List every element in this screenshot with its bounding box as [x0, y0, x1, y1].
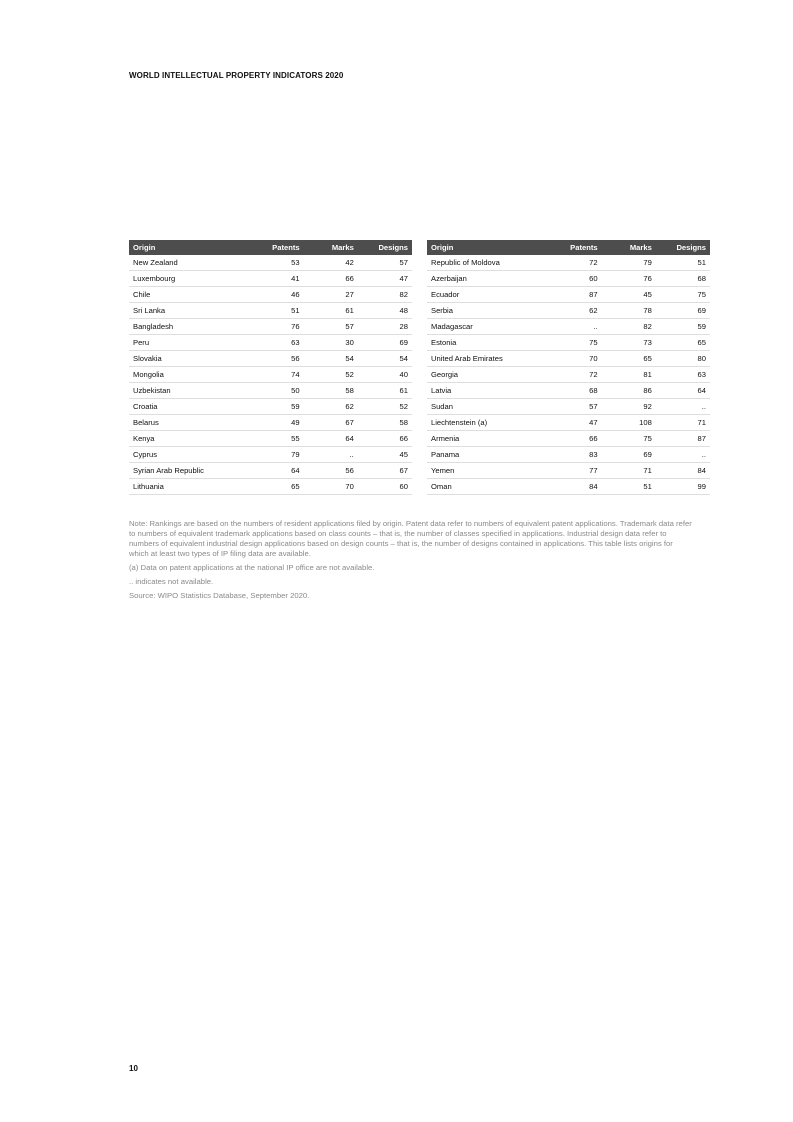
cell-origin: Slovakia	[129, 351, 249, 367]
cell-marks: 66	[304, 271, 358, 287]
cell-marks: 45	[602, 287, 656, 303]
cell-designs: 68	[656, 271, 710, 287]
cell-marks: 86	[602, 383, 656, 399]
note-source: Source: WIPO Statistics Database, September 2020.	[129, 591, 310, 600]
cell-origin: Georgia	[427, 367, 547, 383]
cell-marks: 75	[602, 431, 656, 447]
cell-origin: Lithuania	[129, 479, 249, 495]
cell-origin: Madagascar	[427, 319, 547, 335]
cell-origin: Sudan	[427, 399, 547, 415]
cell-designs: 57	[358, 255, 412, 271]
cell-marks: 78	[602, 303, 656, 319]
table-row	[129, 447, 412, 463]
cell-designs: ..	[656, 399, 710, 415]
cell-origin: Belarus	[129, 415, 249, 431]
cell-origin: Serbia	[427, 303, 547, 319]
table-row	[129, 303, 412, 319]
note-not-available: .. indicates not available.	[129, 577, 214, 586]
cell-patents: 75	[547, 335, 601, 351]
cell-marks: 73	[602, 335, 656, 351]
cell-origin: Liechtenstein (a)	[427, 415, 547, 431]
cell-marks: 67	[304, 415, 358, 431]
cell-origin: Oman	[427, 479, 547, 495]
table-row	[129, 271, 412, 287]
cell-origin: New Zealand	[129, 255, 249, 271]
table-row	[129, 415, 412, 431]
cell-designs: ..	[656, 447, 710, 463]
table-row	[427, 415, 710, 431]
cell-patents: 56	[249, 351, 303, 367]
cell-designs: 59	[656, 319, 710, 335]
cell-origin: Croatia	[129, 399, 249, 415]
cell-designs: 66	[358, 431, 412, 447]
table-row	[129, 287, 412, 303]
page-header-title: WORLD INTELLECTUAL PROPERTY INDICATORS 2020	[129, 71, 344, 80]
table-body-left	[129, 255, 412, 495]
table-row	[427, 399, 710, 415]
table-row	[427, 287, 710, 303]
cell-marks: ..	[304, 447, 358, 463]
cell-designs: 48	[358, 303, 412, 319]
cell-origin: Armenia	[427, 431, 547, 447]
page-number: 10	[129, 1064, 138, 1073]
cell-marks: 58	[304, 383, 358, 399]
column-header-marks: Marks	[304, 240, 358, 255]
cell-marks: 81	[602, 367, 656, 383]
cell-designs: 87	[656, 431, 710, 447]
table-row	[427, 255, 710, 271]
cell-marks: 92	[602, 399, 656, 415]
cell-designs: 54	[358, 351, 412, 367]
cell-designs: 61	[358, 383, 412, 399]
cell-origin: Azerbaijan	[427, 271, 547, 287]
cell-marks: 82	[602, 319, 656, 335]
cell-patents: 55	[249, 431, 303, 447]
cell-designs: 75	[656, 287, 710, 303]
cell-origin: Kenya	[129, 431, 249, 447]
cell-designs: 64	[656, 383, 710, 399]
cell-patents: 87	[547, 287, 601, 303]
cell-patents: 63	[249, 335, 303, 351]
cell-patents: 72	[547, 255, 601, 271]
cell-patents: ..	[547, 319, 601, 335]
cell-designs: 47	[358, 271, 412, 287]
cell-marks: 64	[304, 431, 358, 447]
cell-patents: 74	[249, 367, 303, 383]
note-footnote-a: (a) Data on patent applications at the national IP office are not available.	[129, 563, 375, 572]
cell-origin: Ecuador	[427, 287, 547, 303]
table-body-right	[427, 255, 710, 495]
table-row	[129, 351, 412, 367]
column-header-designs: Designs	[656, 240, 710, 255]
cell-patents: 59	[249, 399, 303, 415]
table-row	[129, 431, 412, 447]
cell-designs: 99	[656, 479, 710, 495]
table-row	[129, 319, 412, 335]
cell-origin: United Arab Emirates	[427, 351, 547, 367]
cell-patents: 60	[547, 271, 601, 287]
cell-marks: 70	[304, 479, 358, 495]
cell-designs: 65	[656, 335, 710, 351]
table-row	[129, 255, 412, 271]
table-row	[129, 367, 412, 383]
table-row	[427, 479, 710, 495]
cell-designs: 63	[656, 367, 710, 383]
cell-patents: 84	[547, 479, 601, 495]
cell-origin: Republic of Moldova	[427, 255, 547, 271]
cell-designs: 71	[656, 415, 710, 431]
cell-designs: 84	[656, 463, 710, 479]
table-row	[129, 383, 412, 399]
table-row	[427, 335, 710, 351]
cell-designs: 80	[656, 351, 710, 367]
table-row	[427, 351, 710, 367]
cell-designs: 67	[358, 463, 412, 479]
cell-marks: 79	[602, 255, 656, 271]
cell-marks: 56	[304, 463, 358, 479]
cell-patents: 49	[249, 415, 303, 431]
cell-patents: 50	[249, 383, 303, 399]
table-row	[427, 447, 710, 463]
cell-designs: 51	[656, 255, 710, 271]
cell-patents: 64	[249, 463, 303, 479]
table-header-row	[427, 240, 710, 255]
cell-designs: 82	[358, 287, 412, 303]
cell-marks: 27	[304, 287, 358, 303]
cell-patents: 66	[547, 431, 601, 447]
cell-marks: 76	[602, 271, 656, 287]
cell-patents: 62	[547, 303, 601, 319]
cell-designs: 52	[358, 399, 412, 415]
table-notes	[129, 519, 694, 605]
cell-patents: 41	[249, 271, 303, 287]
cell-patents: 57	[547, 399, 601, 415]
cell-marks: 57	[304, 319, 358, 335]
column-header-marks: Marks	[602, 240, 656, 255]
cell-origin: Yemen	[427, 463, 547, 479]
table-header-row	[129, 240, 412, 255]
cell-designs: 69	[656, 303, 710, 319]
cell-origin: Bangladesh	[129, 319, 249, 335]
cell-origin: Peru	[129, 335, 249, 351]
table-row	[427, 463, 710, 479]
cell-origin: Mongolia	[129, 367, 249, 383]
cell-origin: Cyprus	[129, 447, 249, 463]
note-rankings: Note: Rankings are based on the numbers of resident applications filed by origin. Patent data refer to numbers of equivalent patent applications. Trademark data refer to numbers of equivalent trademark applications based on class counts – that is, the number of classes specified in applications. Industrial design data refer to numbers of equivalent industrial design applications based on design counts – that is, the number of designs contained in applications. This table lists origins for which at least two types of IP filing data are available.	[129, 519, 692, 558]
cell-patents: 70	[547, 351, 601, 367]
cell-marks: 30	[304, 335, 358, 351]
cell-designs: 28	[358, 319, 412, 335]
column-header-designs: Designs	[358, 240, 412, 255]
cell-marks: 51	[602, 479, 656, 495]
table-row	[427, 431, 710, 447]
cell-patents: 46	[249, 287, 303, 303]
ip-filings-table-right	[427, 240, 710, 495]
table-row	[427, 303, 710, 319]
cell-marks: 69	[602, 447, 656, 463]
cell-designs: 58	[358, 415, 412, 431]
cell-designs: 60	[358, 479, 412, 495]
cell-marks: 52	[304, 367, 358, 383]
cell-patents: 51	[249, 303, 303, 319]
table-row	[427, 367, 710, 383]
cell-origin: Sri Lanka	[129, 303, 249, 319]
cell-patents: 83	[547, 447, 601, 463]
cell-patents: 47	[547, 415, 601, 431]
column-header-origin: Origin	[427, 240, 547, 255]
cell-origin: Estonia	[427, 335, 547, 351]
column-header-patents: Patents	[249, 240, 303, 255]
cell-marks: 42	[304, 255, 358, 271]
cell-origin: Luxembourg	[129, 271, 249, 287]
cell-origin: Uzbekistan	[129, 383, 249, 399]
cell-origin: Syrian Arab Republic	[129, 463, 249, 479]
cell-marks: 54	[304, 351, 358, 367]
cell-designs: 40	[358, 367, 412, 383]
cell-designs: 45	[358, 447, 412, 463]
cell-marks: 62	[304, 399, 358, 415]
column-header-patents: Patents	[547, 240, 601, 255]
cell-designs: 69	[358, 335, 412, 351]
column-header-origin: Origin	[129, 240, 249, 255]
cell-patents: 68	[547, 383, 601, 399]
ip-filings-table-left	[129, 240, 412, 495]
table-row	[427, 383, 710, 399]
cell-patents: 77	[547, 463, 601, 479]
table-row	[129, 399, 412, 415]
cell-patents: 72	[547, 367, 601, 383]
cell-patents: 79	[249, 447, 303, 463]
cell-patents: 53	[249, 255, 303, 271]
cell-origin: Latvia	[427, 383, 547, 399]
table-row	[129, 335, 412, 351]
cell-origin: Panama	[427, 447, 547, 463]
cell-marks: 61	[304, 303, 358, 319]
cell-marks: 108	[602, 415, 656, 431]
cell-patents: 76	[249, 319, 303, 335]
table-row	[427, 319, 710, 335]
table-row	[427, 271, 710, 287]
cell-patents: 65	[249, 479, 303, 495]
cell-marks: 65	[602, 351, 656, 367]
cell-marks: 71	[602, 463, 656, 479]
cell-origin: Chile	[129, 287, 249, 303]
table-row	[129, 479, 412, 495]
table-row	[129, 463, 412, 479]
